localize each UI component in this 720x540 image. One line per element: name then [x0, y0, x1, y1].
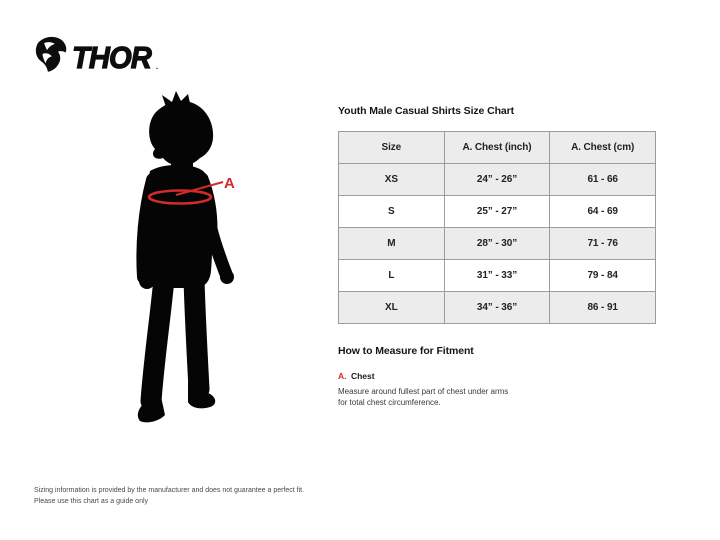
measure-item-label: Chest [350, 371, 375, 381]
size-cell: S [339, 196, 445, 228]
child-silhouette [100, 85, 320, 425]
size-chart-table [338, 131, 656, 324]
column-header-chest-inch: A. Chest (inch) [444, 132, 550, 164]
measure-item-chest [338, 366, 660, 409]
size-cell: L [339, 260, 445, 292]
silhouette-left-hand [139, 273, 155, 289]
column-header-chest-cm: A. Chest (cm) [550, 132, 656, 164]
table-row [339, 164, 656, 196]
chest-cm-cell: 64 - 69 [550, 196, 656, 228]
thor-logo-text: THOR [72, 39, 151, 75]
chest-cm-cell: 86 - 91 [550, 292, 656, 324]
chest-inch-cell: 28” - 30” [444, 228, 550, 260]
thor-logo-mark: . [155, 62, 159, 71]
silhouette-right-leg [194, 279, 199, 389]
chest-cm-cell: 79 - 84 [550, 260, 656, 292]
disclaimer-line-2: Please use this chart as a guide only [34, 497, 149, 505]
chest-cm-cell: 71 - 76 [550, 228, 656, 260]
disclaimer-line-1: Sizing information is provided by the manufacturer and does not guarantee a perfect fit. [34, 487, 305, 494]
chest-inch-cell: 34” - 36” [444, 292, 550, 324]
thor-logo [34, 30, 158, 78]
size-chart-section [338, 105, 660, 409]
size-cell: M [339, 228, 445, 260]
measure-item-description: Measure around fullest part of chest under arms for total chest circumference. [338, 387, 509, 407]
chest-cm-cell: 61 - 66 [550, 164, 656, 196]
silhouette-left-leg [151, 279, 164, 401]
measure-item-title [338, 366, 660, 384]
measure-marker-label: A [224, 175, 235, 192]
measure-guide-heading: How to Measure for Fitment [338, 345, 474, 357]
table-row [339, 292, 656, 324]
table-row [339, 196, 656, 228]
disclaimer [34, 486, 304, 508]
column-header-size: Size [339, 132, 445, 164]
thor-goat-icon [34, 32, 68, 76]
table-row [339, 260, 656, 292]
size-chart-title: Youth Male Casual Shirts Size Chart [338, 105, 515, 117]
table-row [339, 228, 656, 260]
size-cell: XL [339, 292, 445, 324]
measure-item-key: A. [338, 371, 347, 381]
size-cell: XS [339, 164, 445, 196]
table-header-row [339, 132, 656, 164]
silhouette-right-hand [220, 270, 234, 284]
chest-inch-cell: 24” - 26” [444, 164, 550, 196]
chest-inch-cell: 31” - 33” [444, 260, 550, 292]
chest-inch-cell: 25” - 27” [444, 196, 550, 228]
